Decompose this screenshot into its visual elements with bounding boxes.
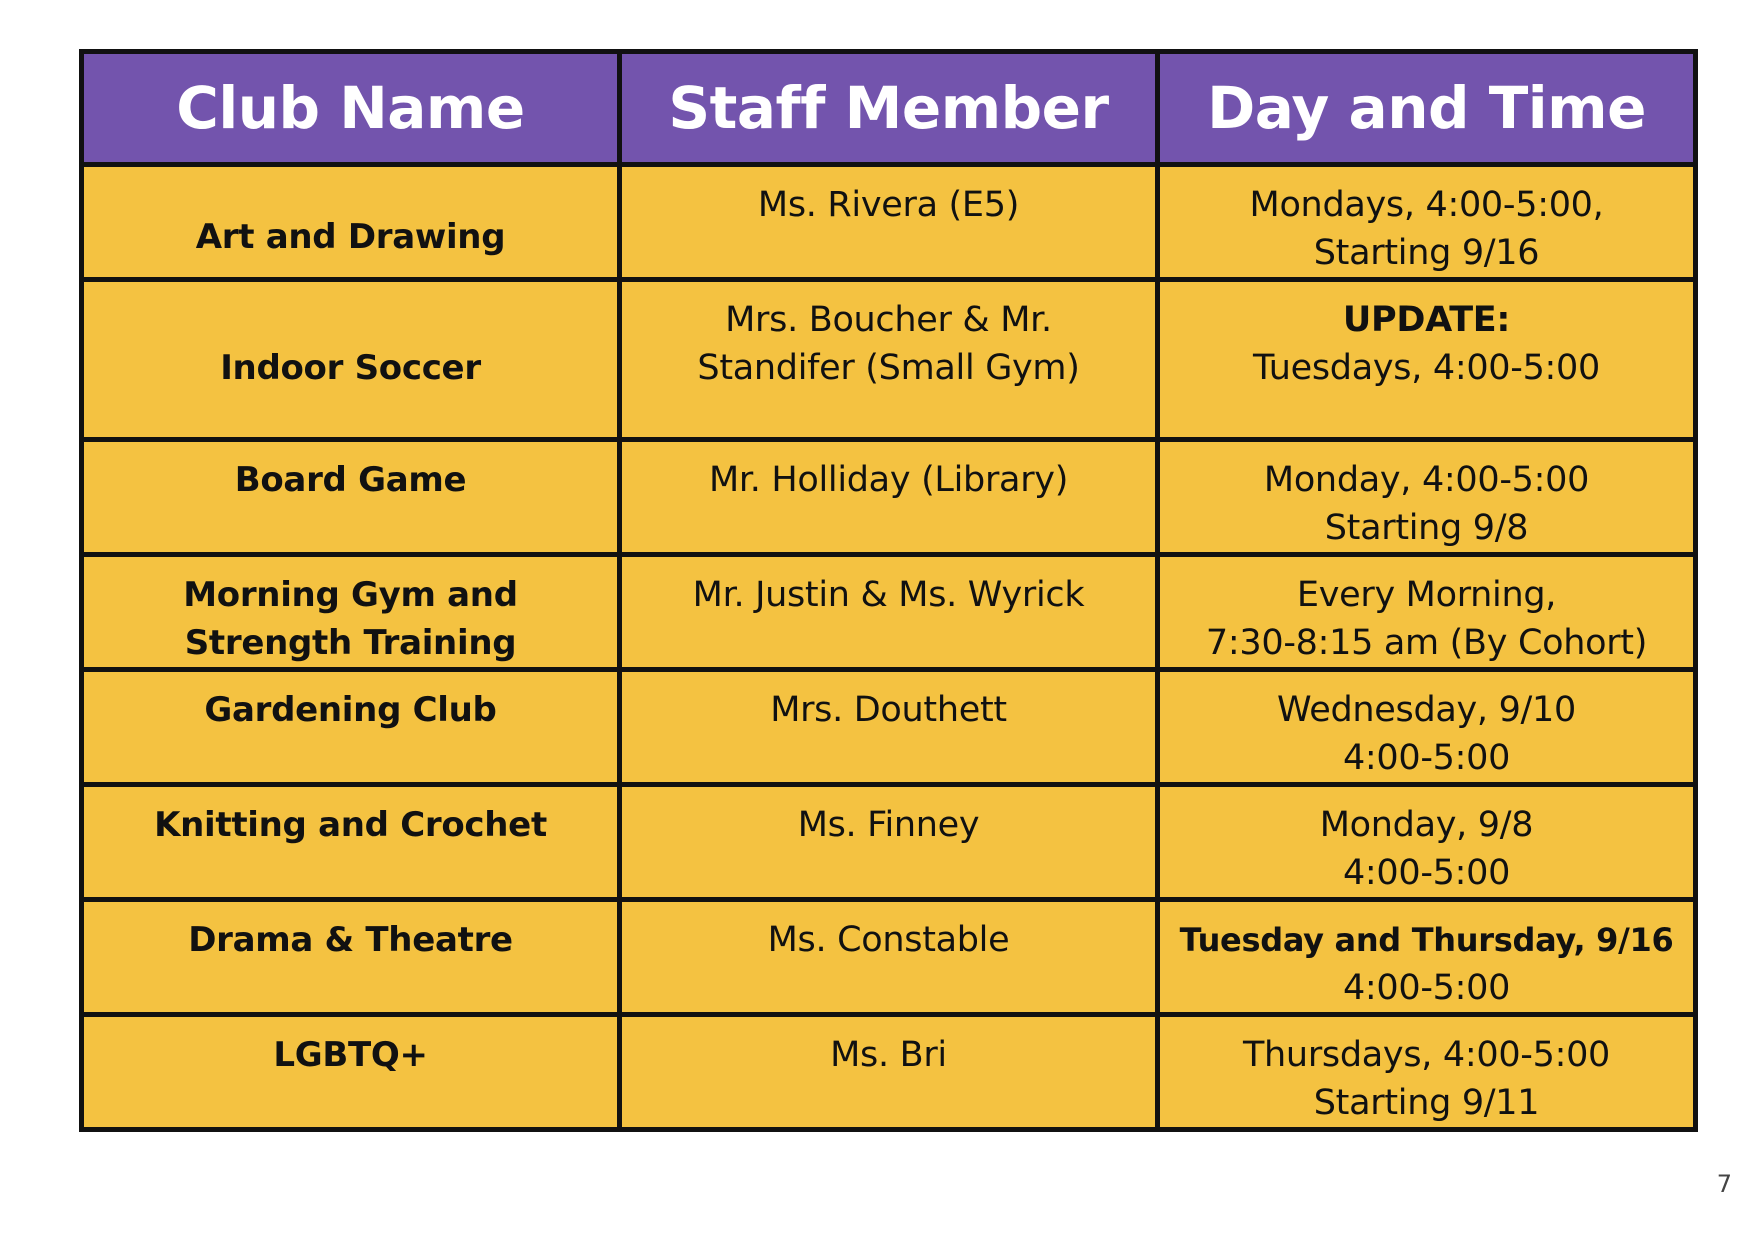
time-line: 4:00-5:00 (1342, 968, 1511, 1008)
club-name: Morning Gym and (183, 575, 518, 615)
header-club-name: Club Name (82, 52, 620, 165)
staff-cell (620, 1015, 1158, 1130)
time-cell (1158, 785, 1696, 900)
time-cell (1158, 900, 1696, 1015)
club-name: Drama & Theatre (188, 920, 513, 960)
time-line: 4:00-5:00 (1342, 853, 1511, 893)
club-name: LGBTQ+ (273, 1035, 428, 1075)
page-number: 7 (1716, 1170, 1732, 1198)
staff-line: Ms. Bri (830, 1035, 947, 1075)
staff-cell (620, 900, 1158, 1015)
table-row (82, 1015, 1696, 1130)
staff-cell (620, 555, 1158, 670)
club-name-cell (82, 900, 620, 1015)
club-name: Art and Drawing (195, 217, 506, 257)
staff-cell (620, 670, 1158, 785)
staff-cell (620, 785, 1158, 900)
time-cell (1158, 1015, 1696, 1130)
table-row (82, 670, 1696, 785)
time-line: 7:30-8:15 am (By Cohort) (1205, 623, 1648, 663)
club-name-cell (82, 785, 620, 900)
table-row (82, 555, 1696, 670)
time-line: Wednesday, 9/10 (1277, 690, 1576, 730)
staff-line: Ms. Constable (767, 920, 1010, 960)
club-name-cell (82, 165, 620, 280)
time-line: Starting 9/11 (1313, 1083, 1540, 1123)
header-day-and-time: Day and Time (1158, 52, 1696, 165)
time-line: 4:00-5:00 (1342, 738, 1511, 778)
table-row (82, 440, 1696, 555)
table-row (82, 900, 1696, 1015)
club-name-cell (82, 670, 620, 785)
staff-line: Ms. Rivera (E5) (757, 185, 1020, 225)
header-row (82, 52, 1696, 165)
club-name: Gardening Club (204, 690, 497, 730)
table-row (82, 280, 1696, 440)
staff-line: Mrs. Boucher & Mr. (725, 300, 1052, 340)
club-name-cell (82, 280, 620, 440)
update-label: UPDATE: (1342, 300, 1511, 340)
header-staff-member: Staff Member (620, 52, 1158, 165)
time-cell (1158, 440, 1696, 555)
time-cell (1158, 555, 1696, 670)
time-line: Thursdays, 4:00-5:00 (1242, 1035, 1611, 1075)
table-row (82, 165, 1696, 280)
club-name: Board Game (234, 460, 467, 500)
club-name-cell (82, 440, 620, 555)
table-row (82, 785, 1696, 900)
time-line: Starting 9/8 (1324, 508, 1529, 548)
club-name: Knitting and Crochet (154, 805, 547, 845)
time-cell (1158, 280, 1696, 440)
club-name: Strength Training (184, 623, 517, 663)
staff-cell (620, 165, 1158, 280)
staff-cell (620, 280, 1158, 440)
time-line: Tuesday and Thursday, 9/16 (1179, 921, 1674, 959)
staff-line: Mrs. Douthett (770, 690, 1007, 730)
staff-cell (620, 440, 1158, 555)
staff-line: Ms. Finney (797, 805, 980, 845)
time-cell (1158, 165, 1696, 280)
time-line: Starting 9/16 (1313, 233, 1540, 273)
staff-line: Standifer (Small Gym) (697, 348, 1080, 388)
time-line: Tuesdays, 4:00-5:00 (1252, 348, 1600, 388)
time-line: Monday, 9/8 (1319, 805, 1534, 845)
club-name: Indoor Soccer (220, 348, 481, 388)
clubs-table (79, 49, 1698, 1132)
staff-line: Mr. Holliday (Library) (708, 460, 1069, 500)
club-name-cell (82, 555, 620, 670)
club-name-cell (82, 1015, 620, 1130)
time-line: Every Morning, (1296, 575, 1557, 615)
staff-line: Mr. Justin & Ms. Wyrick (692, 575, 1085, 615)
time-cell (1158, 670, 1696, 785)
time-line: Monday, 4:00-5:00 (1263, 460, 1590, 500)
time-line: Mondays, 4:00-5:00, (1249, 185, 1604, 225)
